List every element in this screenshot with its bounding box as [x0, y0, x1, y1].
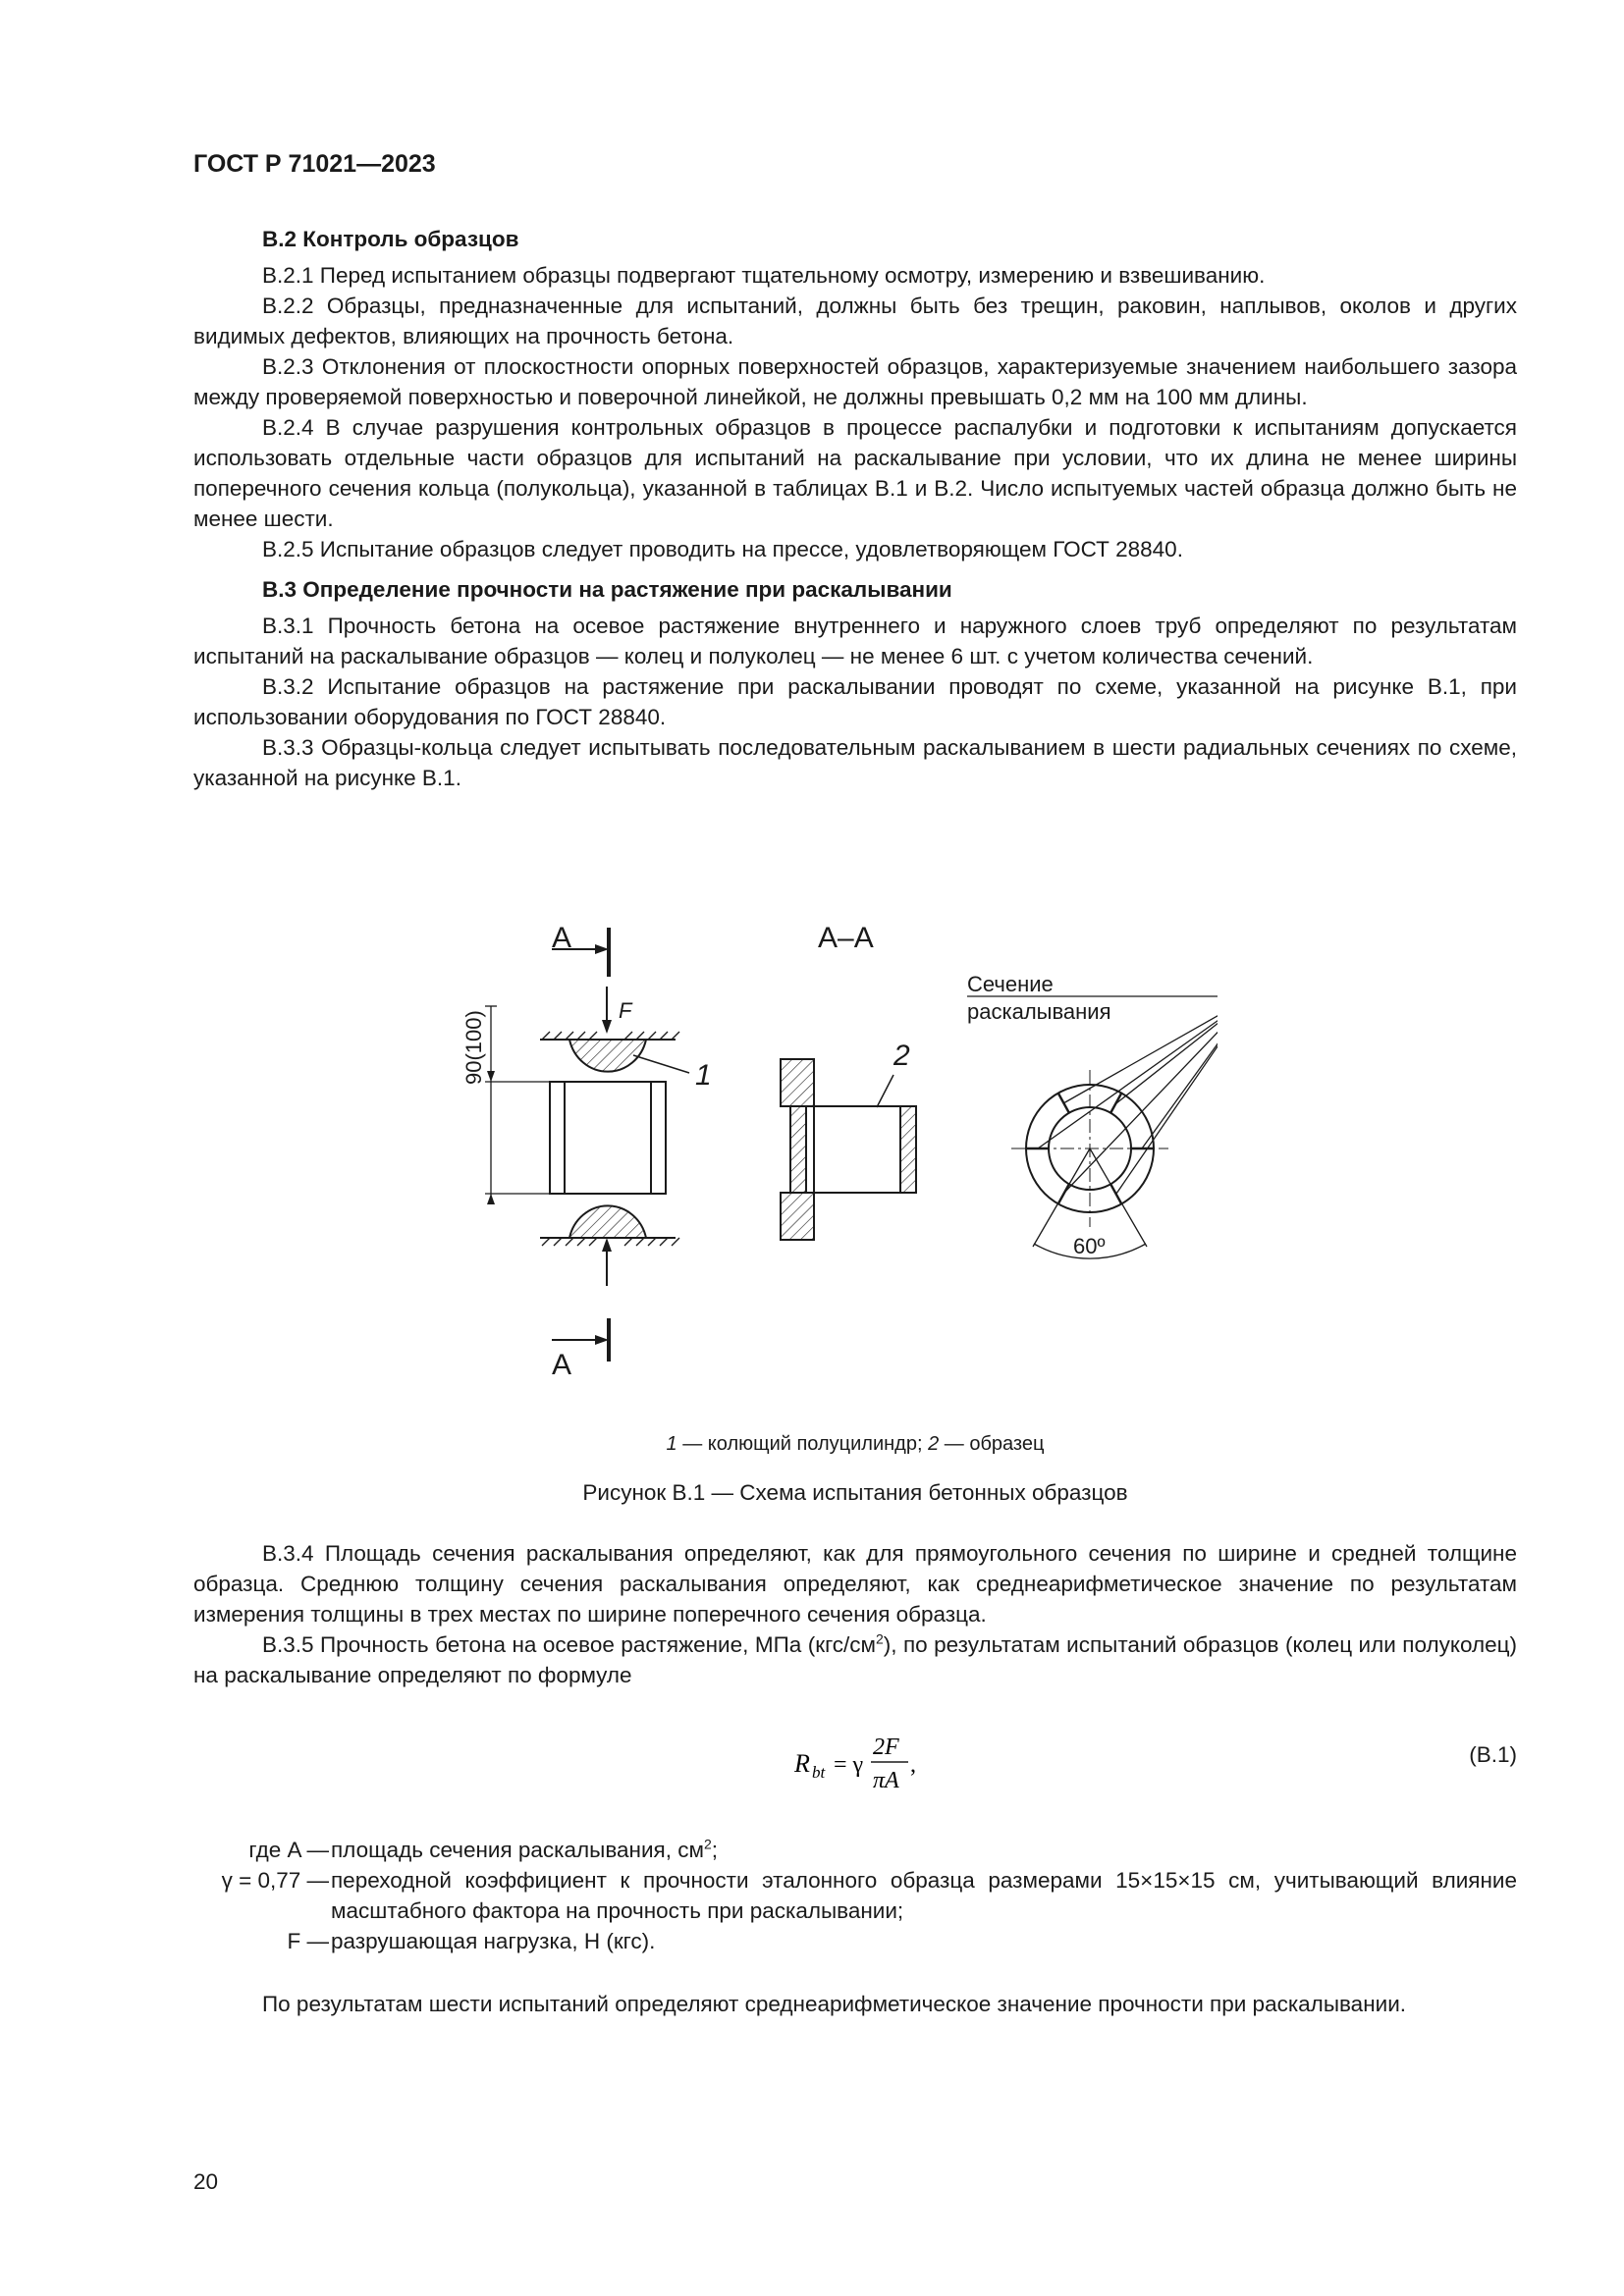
section-view-title: А–А: [818, 922, 874, 954]
legend-key-1: 1: [666, 1433, 677, 1455]
paragraph-b2-2: В.2.2 Образцы, предназначенные для испытаний, должны быть без трещин, раковин, наплывов, околов и других видимых дефектов, влияющих на прочность бетона.: [193, 294, 1517, 348]
paragraph-b3-4: В.3.4 Площадь сечения раскалывания определяют, как для прямоугольного сечения по ширине и средней толщине образца. Среднюю толщину сечения раскалывания определяют, как среднеарифметическое значение по результатам измерения толщины в трех местах по ширине поперечного сечения образца.: [193, 1541, 1517, 1627]
split-label-line2: раскалывания: [967, 999, 1111, 1024]
legend-row: γ = 0,77 — переходной коэффициент к прочности эталонного образца размерами 15×15×15 см, учитывающий влияние масштабного фактора на прочность при раскалывании;: [221, 1868, 1517, 1923]
legend-row: где A — площадь сечения раскалывания, $см^2$;: [248, 1836, 718, 1862]
section-label-bottom: А: [552, 1349, 572, 1381]
callout-2: 2: [893, 1040, 910, 1072]
section-b2-title: В.2 Контроль образцов: [262, 227, 519, 251]
ring-top-view: [967, 996, 1218, 1258]
paragraph-b2-1: В.2.1 Перед испытанием образцы подвергают тщательному осмотру, измерению и взвешиванию.: [262, 263, 1266, 288]
legend-text-1: — колющий полуцилиндр;: [677, 1433, 929, 1455]
formula-lhs-sub: bt: [812, 1763, 826, 1782]
angle-label: 60º: [1073, 1234, 1106, 1258]
formula-numerator: 2F: [873, 1735, 899, 1760]
split-label-line1: Сечение: [967, 972, 1054, 996]
paragraph-b3-1: В.3.1 Прочность бетона на осевое растяжение внутреннего и наружного слоев труб определяют по результатам испытаний на раскалывание образцов — колец и полуколец — не менее 6 шт. с учетом количества сечений.: [193, 614, 1517, 668]
paragraph-b2-3: В.2.3 Отклонения от плоскостности опорных поверхностей образцов, характеризуемые значением наибольшего зазора между проверяемой поверхностью и поверочной линейкой, не должны превышать 0,2 мм на 100 мм длины.: [193, 354, 1517, 409]
formula-denominator: πA: [873, 1768, 899, 1793]
paragraph-conclusion: По результатам шести испытаний определяют среднеарифметическое значение прочности при раскалывании.: [262, 1992, 1407, 2016]
paragraph-b3-2: В.3.2 Испытание образцов на растяжение при раскалывании проводят по схеме, указанной на рисунке В.1, при использовании оборудования по ГОСТ 28840.: [193, 674, 1517, 729]
force-label: F: [619, 998, 632, 1023]
section-b3-title: В.3 Определение прочности на растяжение при раскалывании: [262, 577, 952, 602]
paragraph-b2-5: В.2.5 Испытание образцов следует проводить на прессе, удовлетворяющем ГОСТ 28840.: [262, 537, 1183, 561]
legend-row: F — разрушающая нагрузка, Н (кгс).: [287, 1929, 656, 1953]
figure-legend: [193, 1433, 1517, 1456]
paragraph-b3-3: В.3.3 Образцы-кольца следует испытывать последовательным раскалыванием в шести радиальных сечениях по схеме, указанной на рисунке В.1.: [193, 735, 1517, 790]
section-aa-view: [781, 1059, 916, 1240]
page-number: 20: [193, 2169, 219, 2194]
dimension-label: 90(100): [461, 1010, 486, 1085]
formula-trail: ,: [910, 1752, 916, 1778]
press-side-view: [485, 928, 689, 1362]
formula-eq: = γ: [834, 1752, 864, 1778]
formula-expression: [794, 1723, 951, 1808]
text-block-b34: [193, 1538, 1517, 1690]
test-scheme-drawing: [432, 908, 1218, 1384]
section-label-top: А: [552, 922, 572, 954]
figure-caption: Рисунок В.1 — Схема испытания бетонных образцов: [582, 1480, 1128, 1505]
formula-lhs: R: [794, 1749, 810, 1778]
legend-text-2: — образец: [939, 1433, 1045, 1455]
figure-b1: [432, 908, 1218, 1384]
conclusion-text: [193, 1989, 1517, 2019]
main-text-block: [193, 224, 1517, 793]
formula-number: (В.1): [1469, 1742, 1517, 1767]
paragraph-b3-5: В.3.5 Прочность бетона на осевое растяжение, МПа $(кгс/см^2)$, по результатам испытаний образцов (колец или полуколец) на раскалывание определяют по формуле: [193, 1630, 1517, 1687]
callout-1: 1: [695, 1059, 712, 1092]
paragraph-b2-4: В.2.4 В случае разрушения контрольных образцов в процессе распалубки и подготовки к испытаниям допускается использовать отдельные части образцов для испытаний на раскалывание при условии, что их длина не менее ширины поперечного сечения кольца (полукольца), указанной в таблицах В.1 и В.2. Число испытуемых частей образца должно быть не менее шести.: [193, 415, 1517, 531]
formula-legend: [193, 1835, 1517, 1956]
formula-b1: [193, 1723, 1517, 1801]
document-header: ГОСТ Р 71021—2023: [193, 150, 436, 178]
legend-key-2: 2: [928, 1433, 940, 1455]
